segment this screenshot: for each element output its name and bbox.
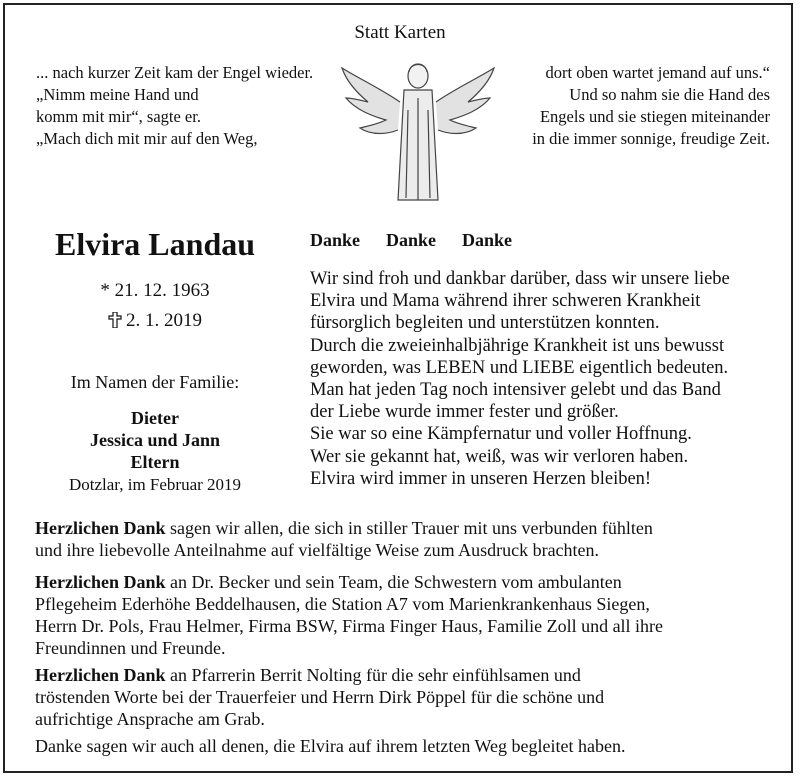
family-intro: Im Namen der Familie:	[70, 372, 240, 392]
thanks-paragraph-2	[35, 571, 663, 659]
poem-right-line: Und so nahm sie die Hand des	[569, 85, 770, 104]
poem-right-line: dort oben wartet jemand auf uns.“	[545, 63, 770, 82]
poem-left-line: komm mit mir“, sagte er.	[36, 107, 201, 126]
text-line: aufrichtige Ansprache am Grab.	[35, 709, 265, 729]
text-line: Elvira und Mama während ihrer schweren Krankheit	[310, 291, 701, 312]
text-line: der Liebe wurde immer fester und größer.	[310, 402, 619, 423]
danke-row	[310, 230, 538, 251]
danke-word: Danke	[462, 230, 513, 250]
text-line: Pflegeheim Ederhöhe Beddelhausen, die Station A7 vom Marienkrankenhaus Siegen,	[35, 594, 650, 614]
closing-line: Danke sagen wir auch all denen, die Elvira auf ihrem letzten Weg begleitet haben.	[35, 736, 626, 756]
danke-word: Danke	[386, 230, 437, 250]
thanks-bold: Herzlichen Dank	[35, 572, 166, 592]
thanks-paragraph-1	[35, 517, 653, 561]
poem-right	[532, 62, 770, 150]
text-line: Wer sie gekannt hat, weiß, was wir verloren haben.	[310, 446, 689, 467]
poem-left-line: „Nimm meine Hand und	[36, 85, 199, 104]
poem-right-line: Engels und sie stiegen miteinander	[539, 107, 770, 126]
family-names	[0, 407, 310, 473]
poem-left	[36, 62, 313, 150]
birth-date: * 21. 12. 1963	[100, 280, 210, 301]
text-line: geworden, was LEBEN und LIEBE eigentlich bedeuten.	[310, 357, 729, 378]
poem-right-line: in die immer sonnige, freudige Zeit.	[532, 129, 770, 148]
header-title: Statt Karten	[354, 22, 446, 43]
text-line: an Pfarrerin Berrit Nolting für die sehr einfühlsamen und	[165, 665, 581, 685]
text-line: Sie war so eine Kämpfernatur und voller Hoffnung.	[310, 424, 692, 445]
text-line: an Dr. Becker und sein Team, die Schwestern vom ambulanten	[165, 572, 622, 592]
deceased-name: Elvira Landau	[54, 226, 256, 262]
gratitude-text	[310, 268, 730, 490]
text-line: tröstenden Worte bei der Trauerfeier und Herrn Dirk Pöppel für die schöne und	[35, 687, 605, 707]
angel-icon	[338, 50, 498, 210]
text-line: Wir sind froh und dankbar darüber, dass wir unsere liebe	[310, 269, 730, 289]
poem-left-line: „Mach dich mit mir auf den Weg,	[36, 129, 258, 148]
thanks-bold: Herzlichen Dank	[35, 665, 166, 685]
text-line: Herrn Dr. Pols, Frau Helmer, Firma BSW, Firma Finger Haus, Familie Zoll und all ihre	[35, 616, 664, 636]
thanks-bold: Herzlichen Dank	[35, 518, 166, 538]
danke-word: Danke	[310, 230, 361, 250]
text-line: sagen wir allen, die sich in stiller Trauer mit uns verbunden fühlten	[165, 518, 653, 538]
thanks-paragraph-3	[35, 664, 604, 730]
family-name: Jessica und Jann	[89, 430, 221, 450]
cross-icon	[108, 312, 122, 328]
text-line: Man hat jeden Tag noch intensiver gelebt und das Band	[310, 380, 721, 401]
family-name: Eltern	[130, 452, 180, 472]
place-date: Dotzlar, im Februar 2019	[68, 475, 242, 494]
text-line: Freundinnen und Freunde.	[35, 638, 226, 658]
death-date-row	[0, 310, 310, 332]
poem-left-line: ... nach kurzer Zeit kam der Engel wieder.	[36, 63, 314, 82]
text-line: Durch die zweieinhalbjährige Krankheit ist uns bewusst	[310, 335, 725, 356]
family-name: Dieter	[131, 408, 179, 428]
text-line: Elvira wird immer in unseren Herzen bleiben!	[310, 468, 652, 489]
text-line: fürsorglich begleiten und unterstützen konnten.	[310, 313, 660, 334]
death-date: 2. 1. 2019	[126, 310, 202, 331]
text-line: und ihre liebevolle Anteilnahme auf vielfältige Weise zum Ausdruck brachten.	[35, 540, 600, 560]
